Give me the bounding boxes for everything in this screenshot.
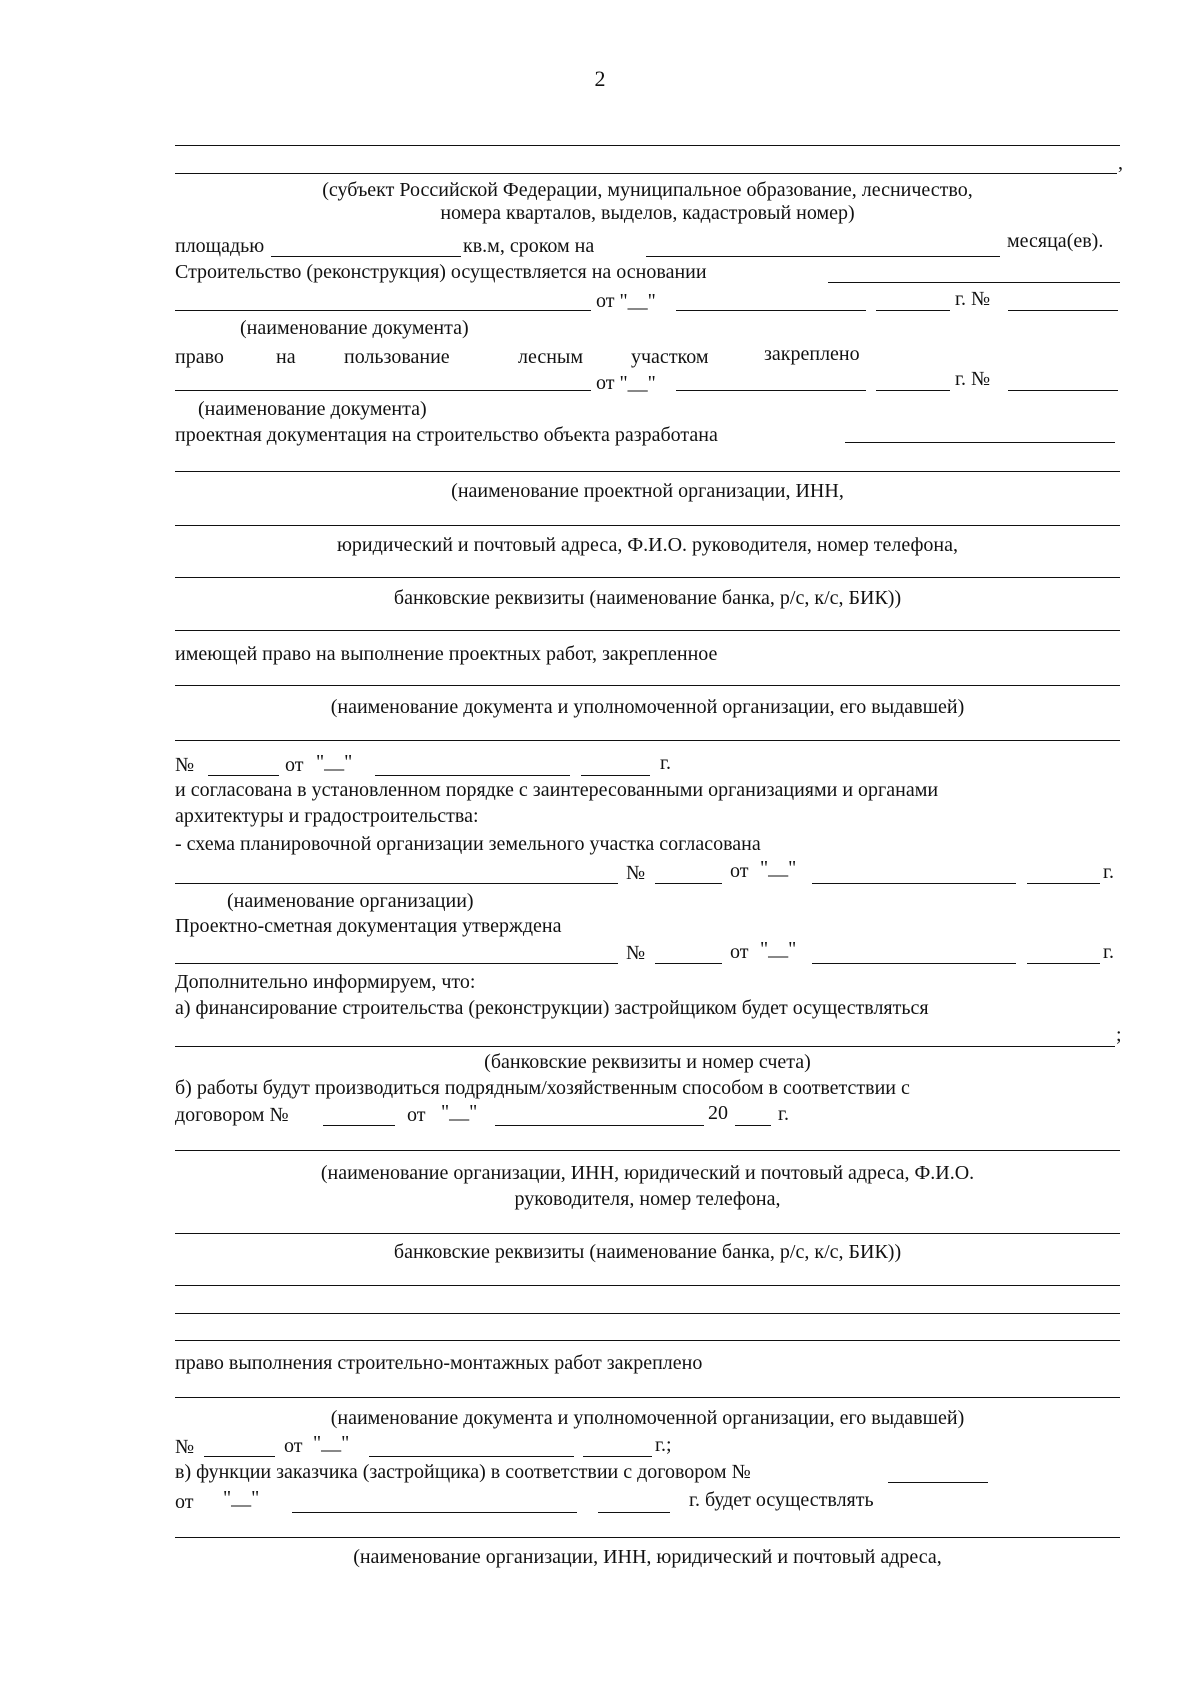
caption-subject-line2: номера кварталов, выделов, кадастровый номер): [440, 202, 855, 224]
caption-project-org: (наименование проектной организации, ИНН,: [451, 480, 844, 502]
from-label: от: [284, 1435, 303, 1457]
date-year-field[interactable]: [876, 310, 950, 311]
date-year-field[interactable]: [1027, 883, 1100, 884]
year-label: г.: [1103, 861, 1114, 883]
fill-line: [175, 1340, 1120, 1341]
number-field[interactable]: [204, 1456, 275, 1457]
basis-label: Строительство (реконструкция) осуществляется на основании: [175, 261, 707, 283]
fill-line: [175, 173, 1117, 174]
page-number: 2: [594, 66, 606, 91]
date-month-field[interactable]: [369, 1456, 574, 1457]
trailing-comma: ,: [1118, 152, 1123, 174]
caption-customer-org: (наименование организации, ИНН, юридический и почтовый адреса,: [353, 1546, 942, 1568]
date-month-field[interactable]: [495, 1125, 704, 1126]
caption-contractor: (наименование организации, ИНН, юридический и почтовый адреса, Ф.И.О.: [320, 1162, 975, 1184]
day-quote: "__": [760, 857, 797, 879]
psd-label: Проектно-сметная документация утверждена: [175, 915, 562, 937]
fill-line: [175, 1397, 1120, 1398]
fill-line: [175, 145, 1120, 146]
caption-bank-details: банковские реквизиты (наименование банка, р/с, к/с, БИК)): [393, 587, 902, 609]
right-word: участком: [631, 346, 709, 368]
date-from-label: от "__": [596, 290, 656, 312]
right-doc-field[interactable]: [175, 390, 591, 391]
year-semicolon-label: г.;: [655, 1434, 672, 1456]
year-label: г.: [778, 1103, 789, 1125]
caption-organization: (наименование организации): [227, 890, 474, 912]
year-20-label: 20: [708, 1102, 728, 1124]
caption-address: юридический и почтовый адреса, Ф.И.О. руководителя, номер телефона,: [336, 534, 959, 556]
number-field[interactable]: [655, 883, 722, 884]
caption-bank-account: (банковские реквизиты и номер счета): [484, 1051, 811, 1073]
agreed-text: и согласована в установленном порядке с заинтересованными организациями и органами: [175, 779, 939, 801]
caption-subject: (субъект Российской Федерации, муниципальное образование, лесничество,: [322, 179, 973, 201]
caption-issuing-org: (наименование документа и уполномоченной организации, его выдавшей): [330, 696, 965, 718]
day-quote: "__": [441, 1101, 478, 1123]
number-field[interactable]: [208, 775, 279, 776]
will-perform-label: г. будет осуществлять: [689, 1489, 874, 1511]
date-month-field[interactable]: [812, 883, 1016, 884]
from-label: от: [730, 860, 749, 882]
date-year-field[interactable]: [583, 1456, 652, 1457]
day-quote: "__": [313, 1432, 350, 1454]
customer-contract-field[interactable]: [888, 1482, 988, 1483]
date-month-field[interactable]: [676, 310, 866, 311]
financing-field[interactable]: [175, 1046, 1115, 1047]
date-from-label: от "__": [596, 372, 656, 394]
number-label: №: [626, 942, 646, 964]
basis-field[interactable]: [828, 282, 1120, 283]
year-number-label: г. №: [955, 288, 991, 310]
additionally-text: Дополнительно информируем, что:: [175, 971, 476, 993]
caption-contractor-line2: руководителя, номер телефона,: [514, 1188, 781, 1210]
date-month-field[interactable]: [375, 775, 570, 776]
scheme-org-field[interactable]: [175, 883, 618, 884]
day-quote: "__": [316, 751, 353, 773]
from-label: от: [730, 941, 749, 963]
project-doc-label: проектная документация на строительство объекта разработана: [175, 424, 718, 446]
year-number-label: г. №: [955, 368, 991, 390]
term-field[interactable]: [646, 256, 1000, 257]
from-label: от: [175, 1491, 194, 1513]
scheme-text: - схема планировочной организации земельного участка согласована: [175, 833, 761, 855]
fill-line: [175, 1285, 1120, 1286]
year-suffix-field[interactable]: [735, 1125, 771, 1126]
area-unit-label: кв.м, сроком на: [463, 235, 595, 257]
doc-number-field[interactable]: [1008, 390, 1118, 391]
project-doc-field[interactable]: [845, 442, 1115, 443]
from-label: от: [285, 754, 304, 776]
fill-line: [175, 577, 1120, 578]
right-word: закреплено: [764, 343, 860, 365]
fill-line: [175, 740, 1120, 741]
date-year-field[interactable]: [598, 1512, 670, 1513]
architecture-text: архитектуры и градостроительства:: [175, 805, 479, 827]
trailing-semicolon: ;: [1116, 1024, 1122, 1046]
from-label: от: [407, 1104, 426, 1126]
area-label: площадью: [175, 235, 265, 257]
right-word: право: [175, 346, 224, 368]
right-word: на: [276, 346, 296, 368]
fill-line: [175, 525, 1120, 526]
basis-doc-field[interactable]: [175, 310, 591, 311]
item-v-text: в) функции заказчика (застройщика) в соответствии с договором №: [175, 1461, 751, 1483]
smr-label: право выполнения строительно-монтажных работ закреплено: [175, 1352, 703, 1374]
date-year-field[interactable]: [1027, 963, 1100, 964]
number-field[interactable]: [655, 963, 722, 964]
day-quote: "__": [223, 1487, 260, 1509]
date-month-field[interactable]: [812, 963, 1016, 964]
number-label: №: [626, 862, 646, 884]
fill-line: [175, 630, 1120, 631]
number-label: №: [175, 1436, 195, 1458]
fill-line: [175, 1313, 1120, 1314]
date-year-field[interactable]: [581, 775, 650, 776]
fill-line: [175, 471, 1120, 472]
year-label: г.: [1103, 941, 1114, 963]
year-label: г.: [660, 752, 671, 774]
psd-field[interactable]: [175, 963, 618, 964]
item-a-text: а) финансирование строительства (реконструкции) застройщиком будет осуществляться: [175, 997, 929, 1019]
caption-issuing-org: (наименование документа и уполномоченной организации, его выдавшей): [330, 1407, 965, 1429]
fill-line: [175, 1150, 1120, 1151]
caption-document-name: (наименование документа): [240, 317, 469, 339]
having-right-label: имеющей право на выполнение проектных работ, закрепленное: [175, 643, 718, 665]
date-month-field[interactable]: [292, 1512, 577, 1513]
right-word: пользование: [344, 346, 450, 368]
date-month-field[interactable]: [676, 390, 866, 391]
item-b-text: б) работы будут производиться подрядным/хозяйственным способом в соответствии с: [175, 1077, 910, 1099]
caption-document-name: (наименование документа): [198, 398, 427, 420]
contract-no-label: договором №: [175, 1104, 289, 1126]
area-field[interactable]: [271, 256, 461, 257]
number-label: №: [175, 754, 195, 776]
fill-line: [175, 1537, 1120, 1538]
right-word: лесным: [518, 346, 584, 368]
fill-line: [175, 1233, 1120, 1234]
months-label: месяца(ев).: [1007, 230, 1104, 252]
date-year-field[interactable]: [876, 390, 950, 391]
day-quote: "__": [760, 938, 797, 960]
caption-bank-details: банковские реквизиты (наименование банка, р/с, к/с, БИК)): [393, 1241, 902, 1263]
fill-line: [175, 685, 1120, 686]
doc-number-field[interactable]: [1008, 310, 1118, 311]
contract-number-field[interactable]: [323, 1125, 395, 1126]
